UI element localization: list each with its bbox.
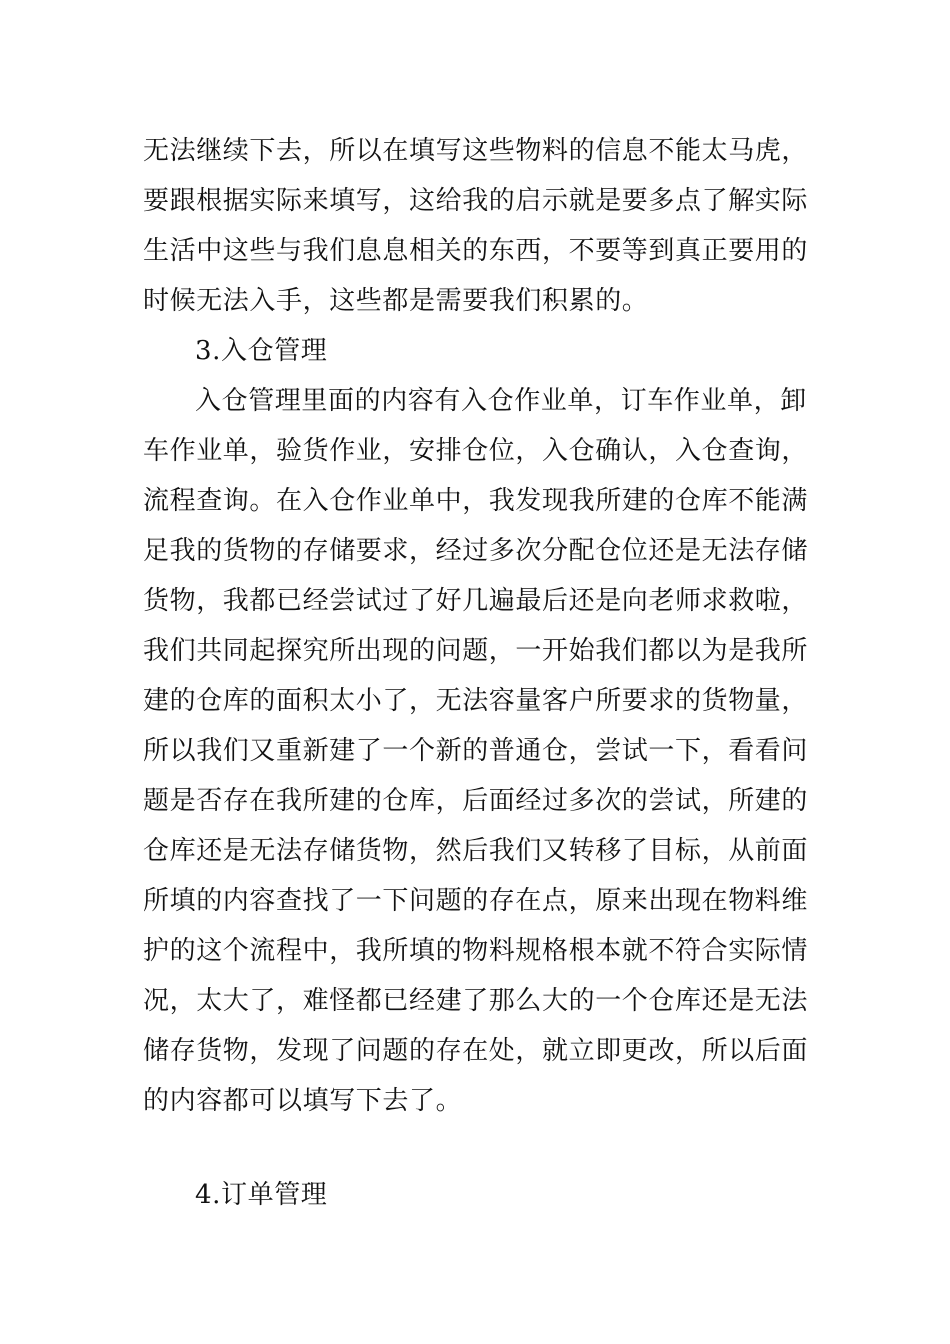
paragraph-line: 无法继续下去，所以在填写这些物料的信息不能太马虎， — [143, 136, 809, 166]
paragraph-line: 所以我们又重新建了一个新的普通仓，尝试一下，看看问 — [143, 736, 809, 766]
paragraph-line: 时候无法入手，这些都是需要我们积累的。 — [143, 286, 649, 316]
paragraph-line: 仓库还是无法存储货物，然后我们又转移了目标，从前面 — [143, 836, 809, 866]
paragraph-line: 足我的货物的存储要求，经过多次分配仓位还是无法存储 — [143, 536, 809, 566]
paragraph-line: 流程查询。在入仓作业单中，我发现我所建的仓库不能满 — [143, 486, 809, 516]
section-heading-4: 4.订单管理 — [195, 1180, 328, 1210]
section-heading-3: 3.入仓管理 — [195, 336, 328, 366]
paragraph-line: 我们共同起探究所出现的问题，一开始我们都以为是我所 — [143, 636, 809, 666]
paragraph-line: 生活中这些与我们息息相关的东西，不要等到真正要用的 — [143, 236, 809, 266]
paragraph-line: 货物，我都已经尝试过了好几遍最后还是向老师求救啦， — [143, 586, 809, 616]
paragraph-line: 护的这个流程中，我所填的物料规格根本就不符合实际情 — [143, 936, 809, 966]
paragraph-line: 况，太大了，难怪都已经建了那么大的一个仓库还是无法 — [143, 986, 809, 1016]
paragraph-line: 建的仓库的面积太小了，无法容量客户所要求的货物量， — [143, 686, 809, 716]
paragraph-line: 车作业单，验货作业，安排仓位，入仓确认，入仓查询， — [143, 436, 809, 466]
paragraph-line: 题是否存在我所建的仓库，后面经过多次的尝试，所建的 — [143, 786, 809, 816]
paragraph-line: 的内容都可以填写下去了。 — [143, 1086, 463, 1116]
paragraph-line: 要跟根据实际来填写，这给我的启示就是要多点了解实际 — [143, 186, 809, 216]
paragraph-line: 储存货物，发现了问题的存在处，就立即更改，所以后面 — [143, 1036, 809, 1066]
paragraph-line: 入仓管理里面的内容有入仓作业单，订车作业单，卸 — [195, 386, 807, 416]
paragraph-line: 所填的内容查找了一下问题的存在点，原来出现在物料维 — [143, 886, 809, 916]
